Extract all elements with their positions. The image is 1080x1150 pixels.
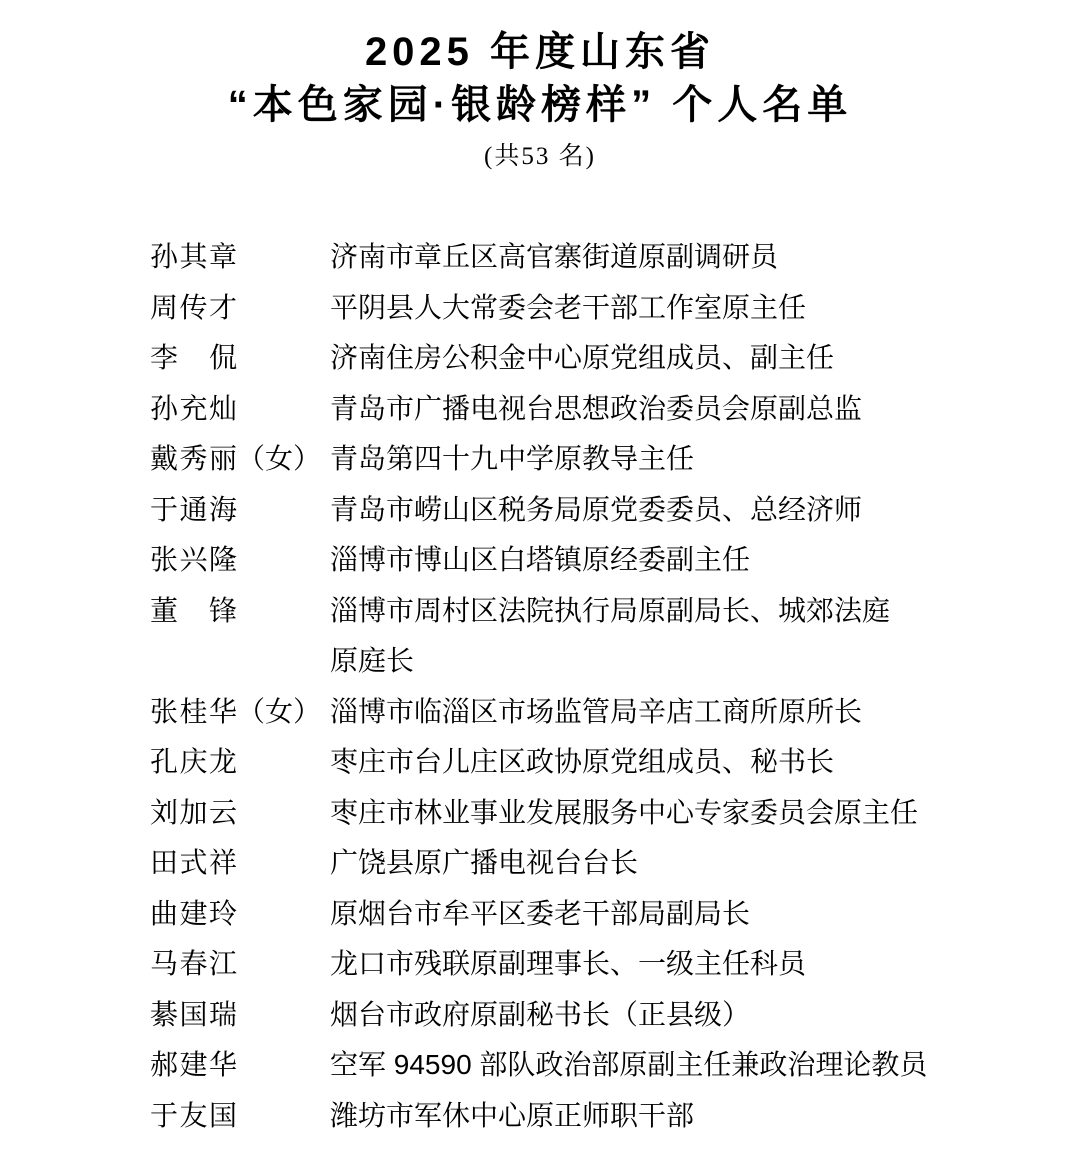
person-name: 孙其章: [150, 241, 237, 272]
list-item: [150, 434, 1020, 485]
post-line: 淄博市临淄区市场监管局辛店工商所原所长: [330, 695, 863, 727]
name-cell: [150, 434, 330, 485]
list-item: [150, 737, 1020, 788]
page-title-line2: “本色家园·银龄榜样” 个人名单: [227, 83, 853, 127]
name-cell: [150, 737, 330, 788]
list-item: [150, 788, 1020, 839]
page-title-line1: 2025 年度山东省: [364, 30, 716, 74]
name-cell: [150, 687, 330, 738]
name-cell: [150, 485, 330, 536]
person-name: 孙充灿: [150, 392, 237, 424]
list-item: [150, 333, 1020, 384]
person-post: [330, 485, 1020, 536]
person-post: [330, 889, 1020, 940]
post-line: 青岛市崂山区税务局原党委委员、总经济师: [330, 493, 863, 525]
count-note: (共53 名): [484, 143, 596, 170]
name-cell: [150, 990, 330, 1041]
person-post: [330, 1091, 1020, 1142]
document-header: [0, 0, 1080, 176]
post-line: 原庭长: [330, 645, 415, 676]
person-name: 刘加云: [150, 796, 237, 828]
name-cell: [150, 939, 330, 990]
name-cell: [150, 1040, 330, 1091]
person-post: [330, 838, 1020, 889]
name-cell: [150, 333, 330, 384]
list-item: [150, 535, 1020, 586]
list-item: [150, 232, 1020, 283]
person-post: [330, 283, 1020, 334]
person-post: [330, 586, 1020, 687]
person-post: [330, 687, 1020, 738]
list-item: [150, 384, 1020, 435]
person-post: [330, 384, 1020, 435]
list-item: [150, 687, 1020, 738]
person-name: 张桂华: [150, 695, 237, 727]
person-post: [330, 990, 1020, 1041]
person-post: [330, 737, 1020, 788]
list-item: [150, 1040, 1020, 1091]
person-post: [330, 232, 1020, 283]
post-line: 空军 94590 部队政治部原副主任兼政治理论教员: [330, 1049, 928, 1080]
name-cell: [150, 788, 330, 839]
list-item: [150, 586, 1020, 687]
person-post: [330, 333, 1020, 384]
post-line: 潍坊市军休中心原正师职干部: [330, 1099, 695, 1131]
post-line: 原烟台市牟平区委老干部局副局长: [330, 897, 751, 929]
post-line: 烟台市政府原副秘书长（正县级）: [330, 998, 751, 1030]
person-name: 戴秀丽: [150, 443, 237, 474]
post-line: 济南市章丘区高官寨街道原副调研员: [330, 241, 779, 272]
post-line: 青岛市广播电视台思想政治委员会原副总监: [330, 392, 863, 424]
name-cell: [150, 283, 330, 334]
person-name: 于通海: [150, 493, 237, 525]
name-cell: [150, 838, 330, 889]
name-cell: [150, 384, 330, 435]
person-name: 孔庆龙: [150, 746, 237, 777]
person-name: 周传才: [150, 291, 237, 323]
post-line: 广饶县原广播电视台台长: [330, 847, 639, 878]
roster-list: [150, 232, 1020, 1141]
person-name: 綦国瑞: [150, 998, 237, 1030]
person-post: [330, 434, 1020, 485]
person-name: 于友国: [150, 1099, 237, 1131]
post-line: 青岛第四十九中学原教导主任: [330, 443, 695, 474]
person-post: [330, 1040, 1020, 1091]
name-cell: [150, 535, 330, 586]
person-name: 张兴隆: [150, 544, 237, 575]
name-cell: [150, 1091, 330, 1142]
person-name: 郝建华: [150, 1049, 237, 1080]
post-line: 淄博市博山区白塔镇原经委副主任: [330, 544, 751, 575]
post-line: 平阴县人大常委会老干部工作室原主任: [330, 291, 807, 323]
person-post: [330, 535, 1020, 586]
post-line: 济南住房公积金中心原党组成员、副主任: [330, 342, 835, 373]
list-item: [150, 838, 1020, 889]
person-name: 李侃: [150, 342, 237, 373]
person-post: [330, 788, 1020, 839]
post-line: 枣庄市台儿庄区政协原党组成员、秘书长: [330, 746, 835, 777]
gender-note: （女）: [237, 443, 322, 474]
post-line: 龙口市残联原副理事长、一级主任科员: [330, 948, 807, 979]
person-name: 董锋: [150, 594, 237, 626]
post-line: 淄博市周村区法院执行局原副局长、城郊法庭: [330, 594, 891, 626]
list-item: [150, 1091, 1020, 1142]
list-item: [150, 485, 1020, 536]
person-name: 曲建玲: [150, 897, 237, 929]
list-item: [150, 889, 1020, 940]
gender-note: （女）: [237, 695, 322, 727]
name-cell: [150, 586, 330, 637]
list-item: [150, 939, 1020, 990]
post-line: 枣庄市林业事业发展服务中心专家委员会原主任: [330, 796, 919, 828]
list-item: [150, 990, 1020, 1041]
name-cell: [150, 889, 330, 940]
person-name: 田式祥: [150, 847, 237, 878]
name-cell: [150, 232, 330, 283]
person-name: 马春江: [150, 948, 237, 979]
list-item: [150, 283, 1020, 334]
person-post: [330, 939, 1020, 990]
